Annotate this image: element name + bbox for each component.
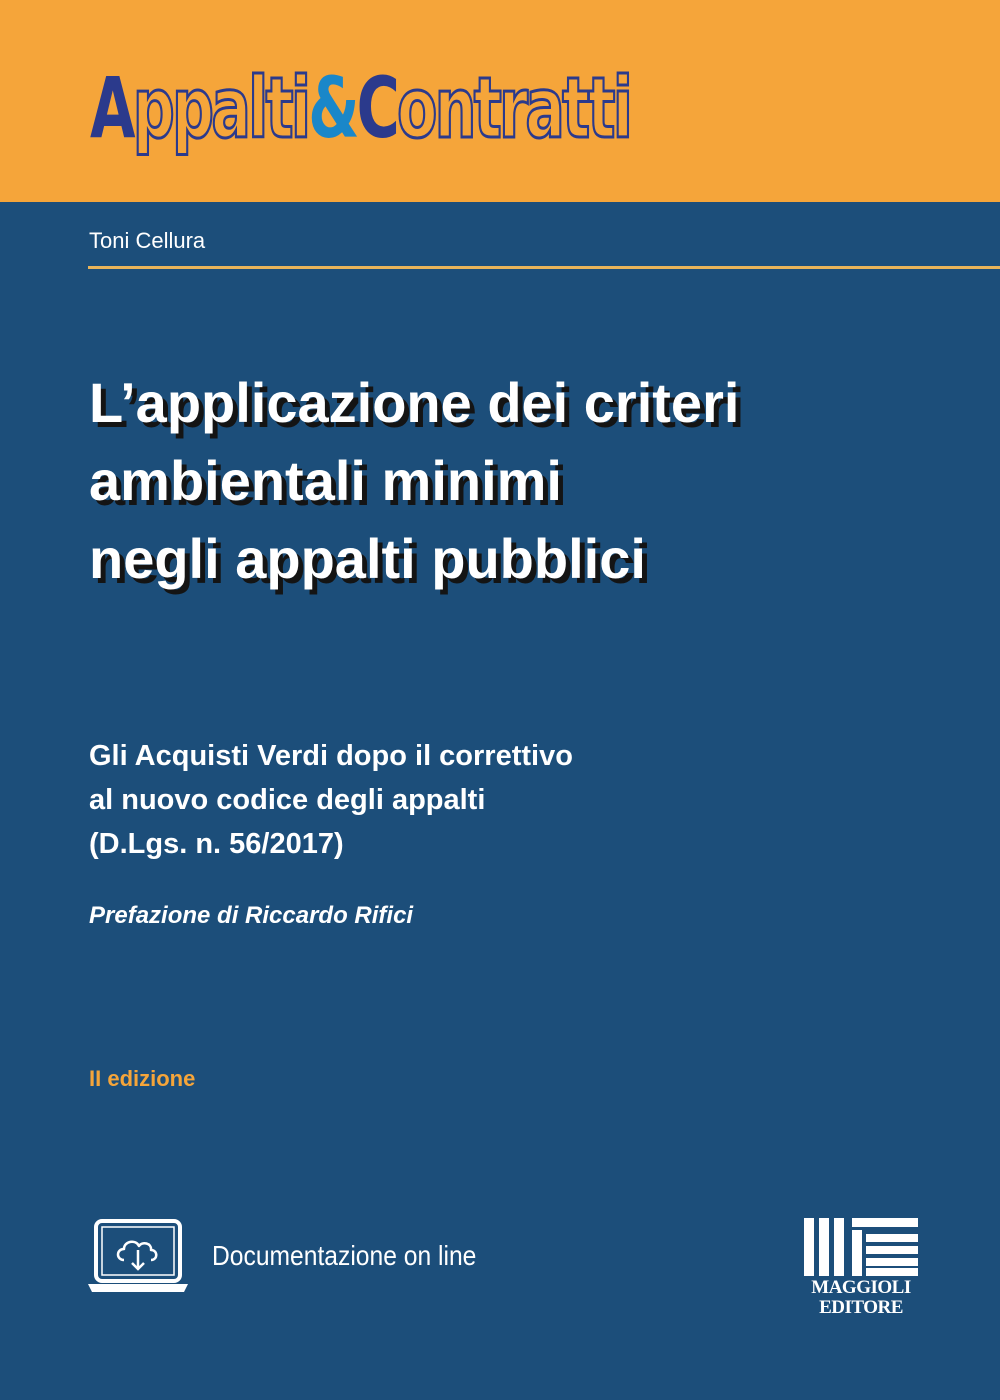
series-word-part1: ppalti: [132, 59, 309, 157]
series-initial-a: A: [90, 59, 133, 157]
series-initial-c: C: [356, 59, 398, 157]
book-title-line3: negli appalti pubblici: [89, 527, 646, 590]
publisher-name: [800, 1278, 922, 1318]
online-documentation-label: Documentazione on line: [212, 1240, 477, 1271]
maggioli-logo-icon: [804, 1218, 918, 1276]
series-word-part2: ontratti: [397, 59, 631, 157]
publisher-name-line1: MAGGIOLI: [811, 1277, 911, 1298]
book-title: [89, 364, 969, 598]
book-subtitle-line2: al nuovo codice degli appalti: [89, 784, 486, 816]
book-title-line2: ambientali minimi: [89, 449, 562, 512]
book-title-line1: L’applicazione dei criteri: [89, 371, 740, 434]
author-name: Toni Cellura: [89, 228, 206, 253]
publisher-logo: [800, 1218, 922, 1322]
book-subtitle: [89, 734, 573, 866]
publisher-name-line2: EDITORE: [819, 1297, 903, 1318]
author-divider: [88, 266, 1000, 269]
laptop-cloud-download-icon: [86, 1218, 190, 1296]
book-subtitle-line3: (D.Lgs. n. 56/2017): [89, 828, 344, 860]
series-ampersand: &: [308, 59, 357, 157]
preface-credit: Prefazione di Riccardo Rifici: [89, 902, 414, 929]
book-subtitle-line1: Gli Acquisti Verdi dopo il correttivo: [89, 740, 573, 772]
edition-label: II edizione: [89, 1066, 196, 1091]
series-title: [90, 58, 630, 158]
series-band: [0, 0, 1000, 202]
